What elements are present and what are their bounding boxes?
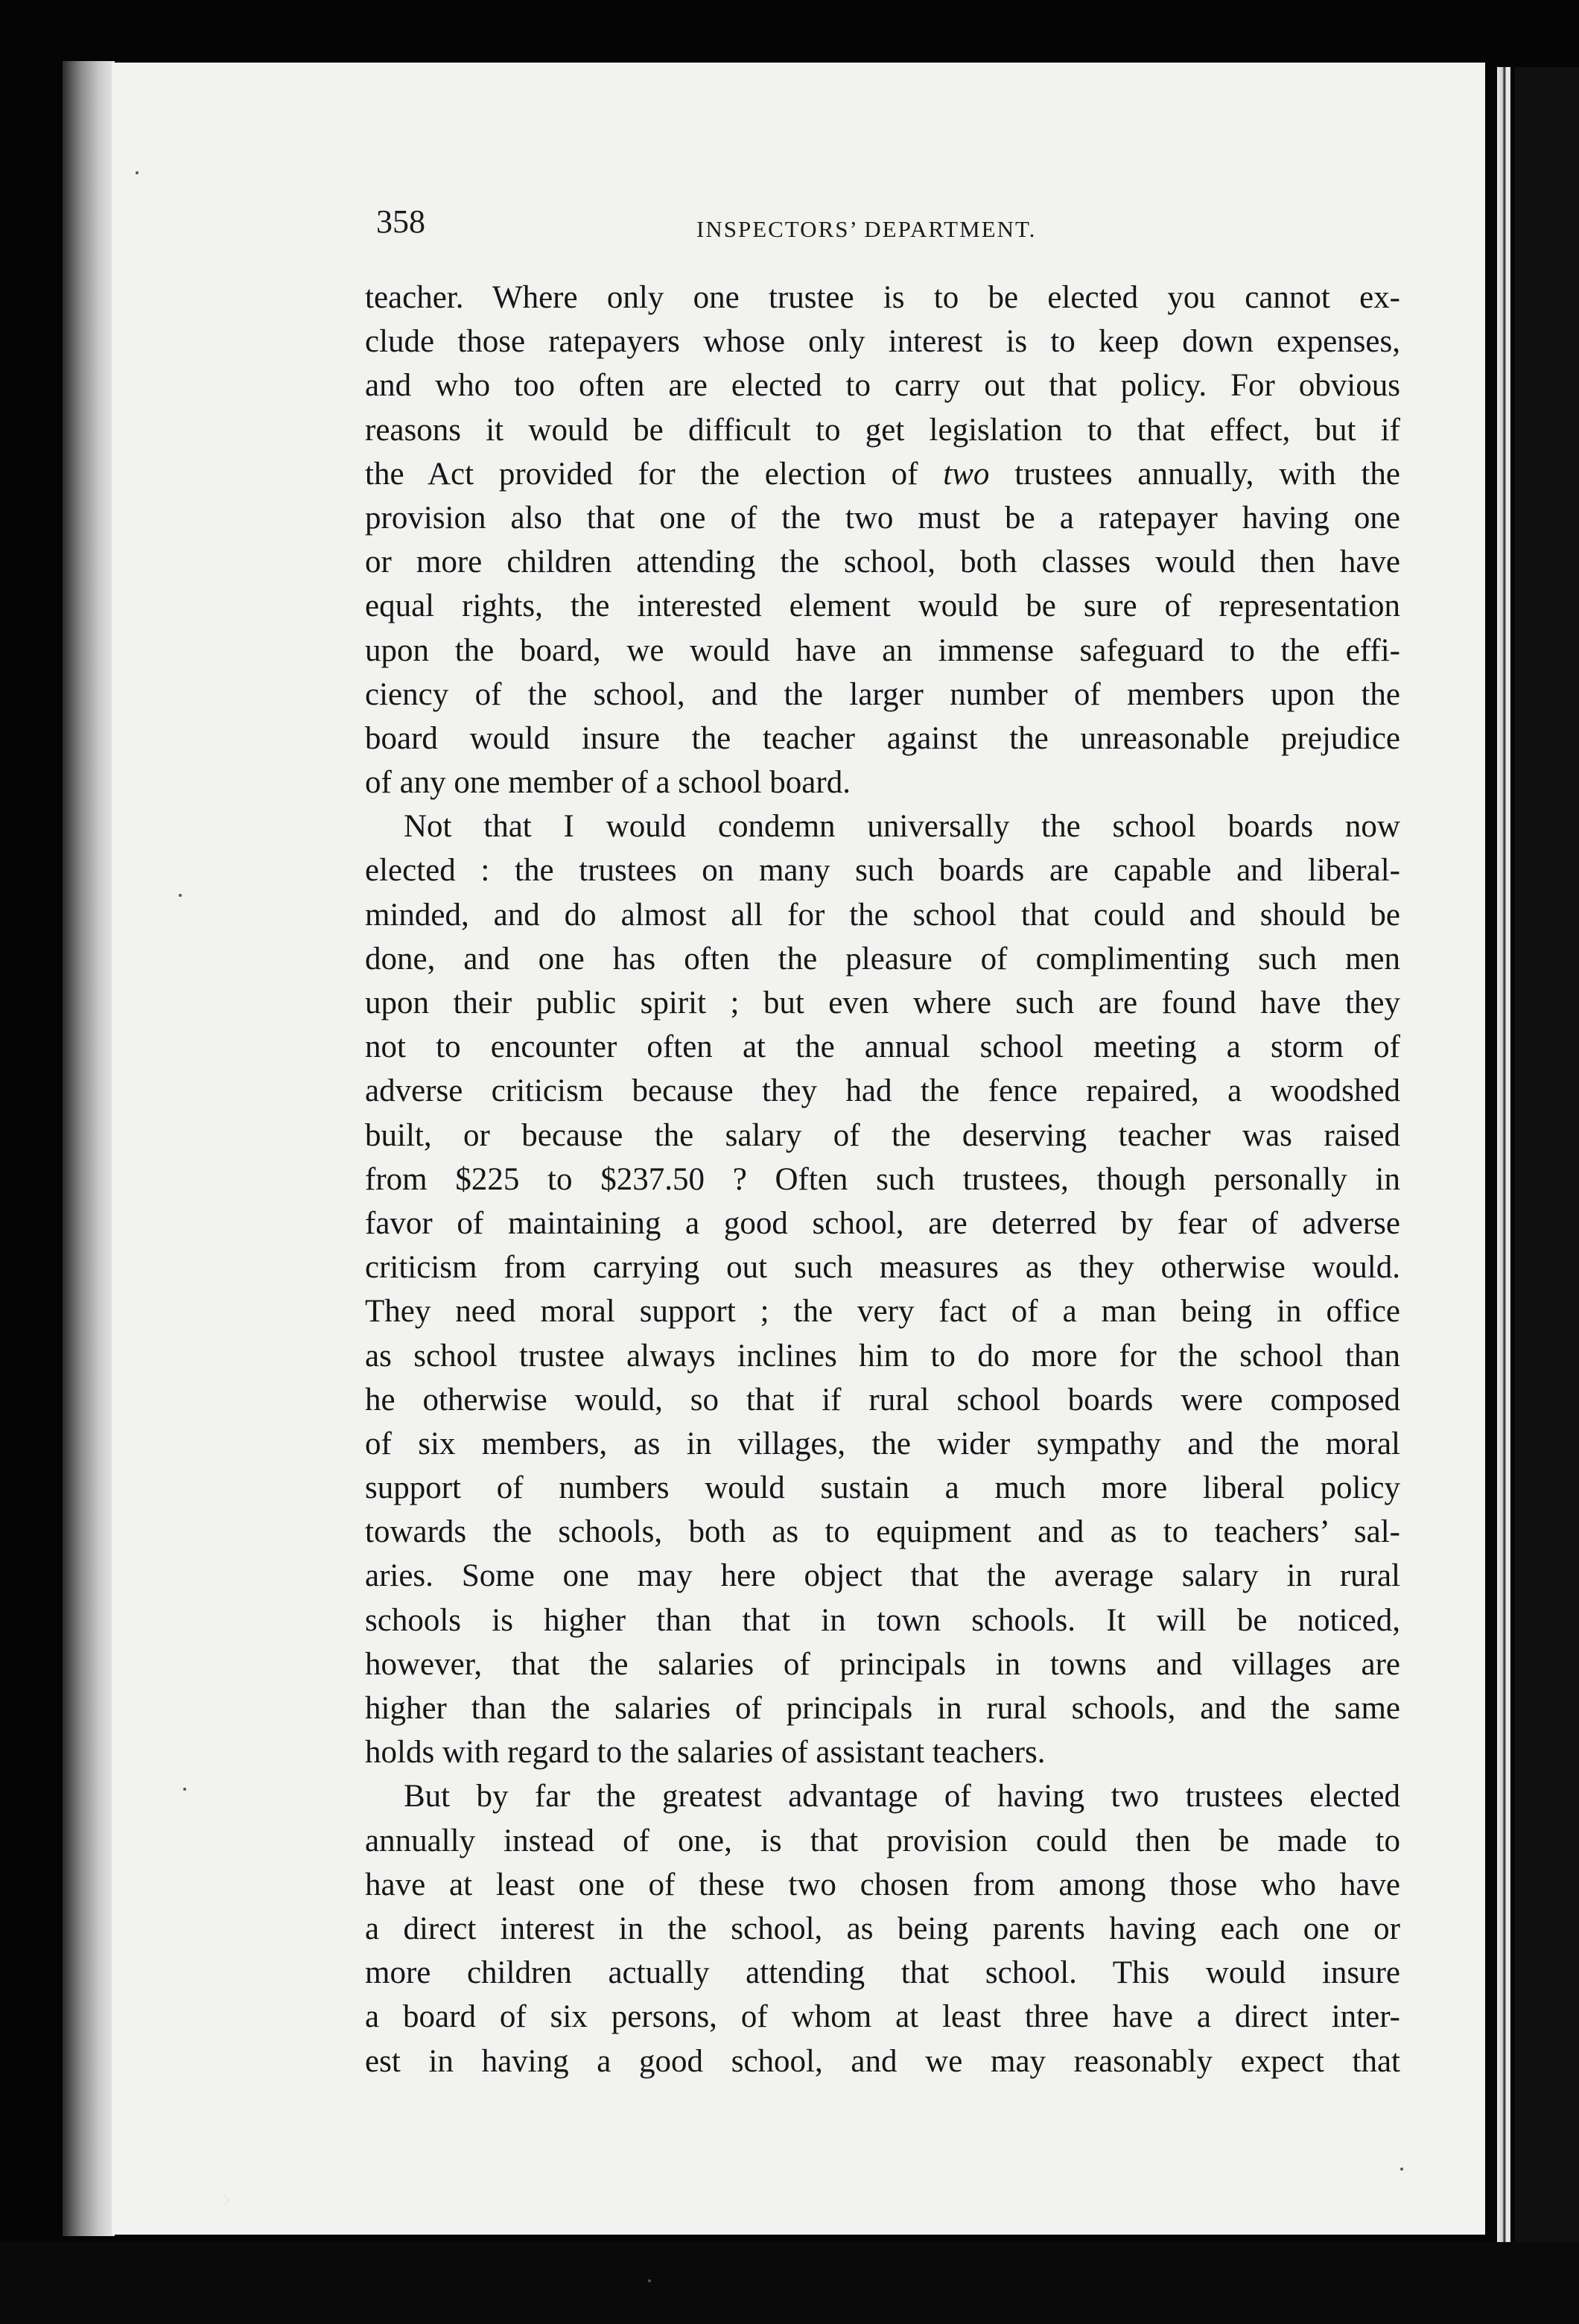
binding-gutter <box>63 61 115 2236</box>
text-line: done, and one has often the pleasure of complimenting such men <box>365 941 1400 977</box>
text-line: reasons it would be difficult to get legislation to that effect, but if <box>365 412 1400 448</box>
text-line: or more children attending the school, both classes would then have <box>365 545 1400 580</box>
dust-speck <box>136 171 139 174</box>
margin-mark: › <box>220 2182 232 2217</box>
text-line: adverse criticism because they had the fence repaired, a woodshed <box>365 1073 1400 1109</box>
text-line: of six members, as in villages, the wider sympathy and the moral <box>365 1426 1400 1461</box>
dust-speck <box>648 2279 651 2282</box>
text-line: Not that I would condemn universally the school boards now <box>404 809 1400 845</box>
text-line: annually instead of one, is that provision could then be made to <box>365 1823 1400 1858</box>
body-text <box>365 276 1400 2083</box>
text-line: They need moral support ; the very fact of a man being in office <box>365 1294 1400 1330</box>
text-line: clude those ratepayers whose only interest is to keep down expenses, <box>365 324 1400 360</box>
text-line: est in having a good school, and we may reasonably expect that <box>365 2043 1400 2079</box>
text-line: teacher. Where only one trustee is to be elected you cannot ex- <box>365 280 1400 315</box>
running-head: INSPECTORS’ DEPARTMENT. <box>696 216 1037 242</box>
text-line: have at least one of these two chosen from among those who have <box>365 1867 1400 1902</box>
scan-background-bottom <box>0 2242 1579 2324</box>
text-line: aries. Some one may here object that the average salary in rural <box>365 1558 1400 1594</box>
text-line: and who too often are elected to carry out that policy. For obvious <box>365 368 1400 404</box>
text-line: upon the board, we would have an immense safeguard to the effi- <box>365 632 1400 668</box>
text-line: a direct interest in the school, as being parents having each one or <box>365 1911 1400 1946</box>
dust-speck <box>1400 2168 1403 2171</box>
text-line: as school trustee always inclines him to do more for the school than <box>365 1338 1400 1374</box>
text-line: of any one member of a school board. <box>365 765 851 801</box>
text-line: equal rights, the interested element would be sure of representation <box>365 588 1400 624</box>
text-line: criticism from carrying out such measures as they otherwise would. <box>365 1250 1400 1286</box>
page-edge <box>1497 67 1510 2250</box>
text-line: support of numbers would sustain a much more liberal policy <box>365 1470 1400 1506</box>
text-line: the Act provided for the election of two trustees annually, with the <box>365 456 1400 492</box>
text-line: built, or because the salary of the deserving teacher was raised <box>365 1117 1400 1153</box>
text-line: favor of maintaining a good school, are deterred by fear of adverse <box>365 1205 1400 1241</box>
text-line: more children actually attending that school. This would insure <box>365 1955 1400 1991</box>
text-line: minded, and do almost all for the school that could and should be <box>365 897 1400 933</box>
text-line: schools is higher than that in town schools. It will be noticed, <box>365 1602 1400 1638</box>
page-number: 358 <box>376 203 425 240</box>
dust-speck <box>183 1788 186 1791</box>
text-line: elected : the trustees on many such boards are capable and liberal- <box>365 853 1400 889</box>
text-line: But by far the greatest advantage of having two trustees elected <box>404 1779 1400 1815</box>
text-line: not to encounter often at the annual school meeting a storm of <box>365 1029 1400 1065</box>
text-line: however, that the salaries of principals in towns and villages are <box>365 1646 1400 1682</box>
text-line: upon their public spirit ; but even where such are found have they <box>365 985 1400 1020</box>
text-line: a board of six persons, of whom at least three have a direct inter- <box>365 1999 1400 2035</box>
text-line: from $225 to $237.50 ? Often such trustees, though personally in <box>365 1161 1400 1197</box>
text-line: he otherwise would, so that if rural school boards were composed <box>365 1382 1400 1417</box>
text-line: provision also that one of the two must be a ratepayer having one <box>365 500 1400 536</box>
text-line: higher than the salaries of principals in rural schools, and the same <box>365 1691 1400 1726</box>
scan-background-right <box>1515 67 1579 2272</box>
text-line: holds with regard to the salaries of assistant teachers. <box>365 1735 1046 1771</box>
text-line: ciency of the school, and the larger number of members upon the <box>365 676 1400 712</box>
dust-speck <box>179 894 182 897</box>
text-line: towards the schools, both as to equipment and as to teachers’ sal- <box>365 1514 1400 1550</box>
text-line: board would insure the teacher against the unreasonable prejudice <box>365 720 1400 756</box>
